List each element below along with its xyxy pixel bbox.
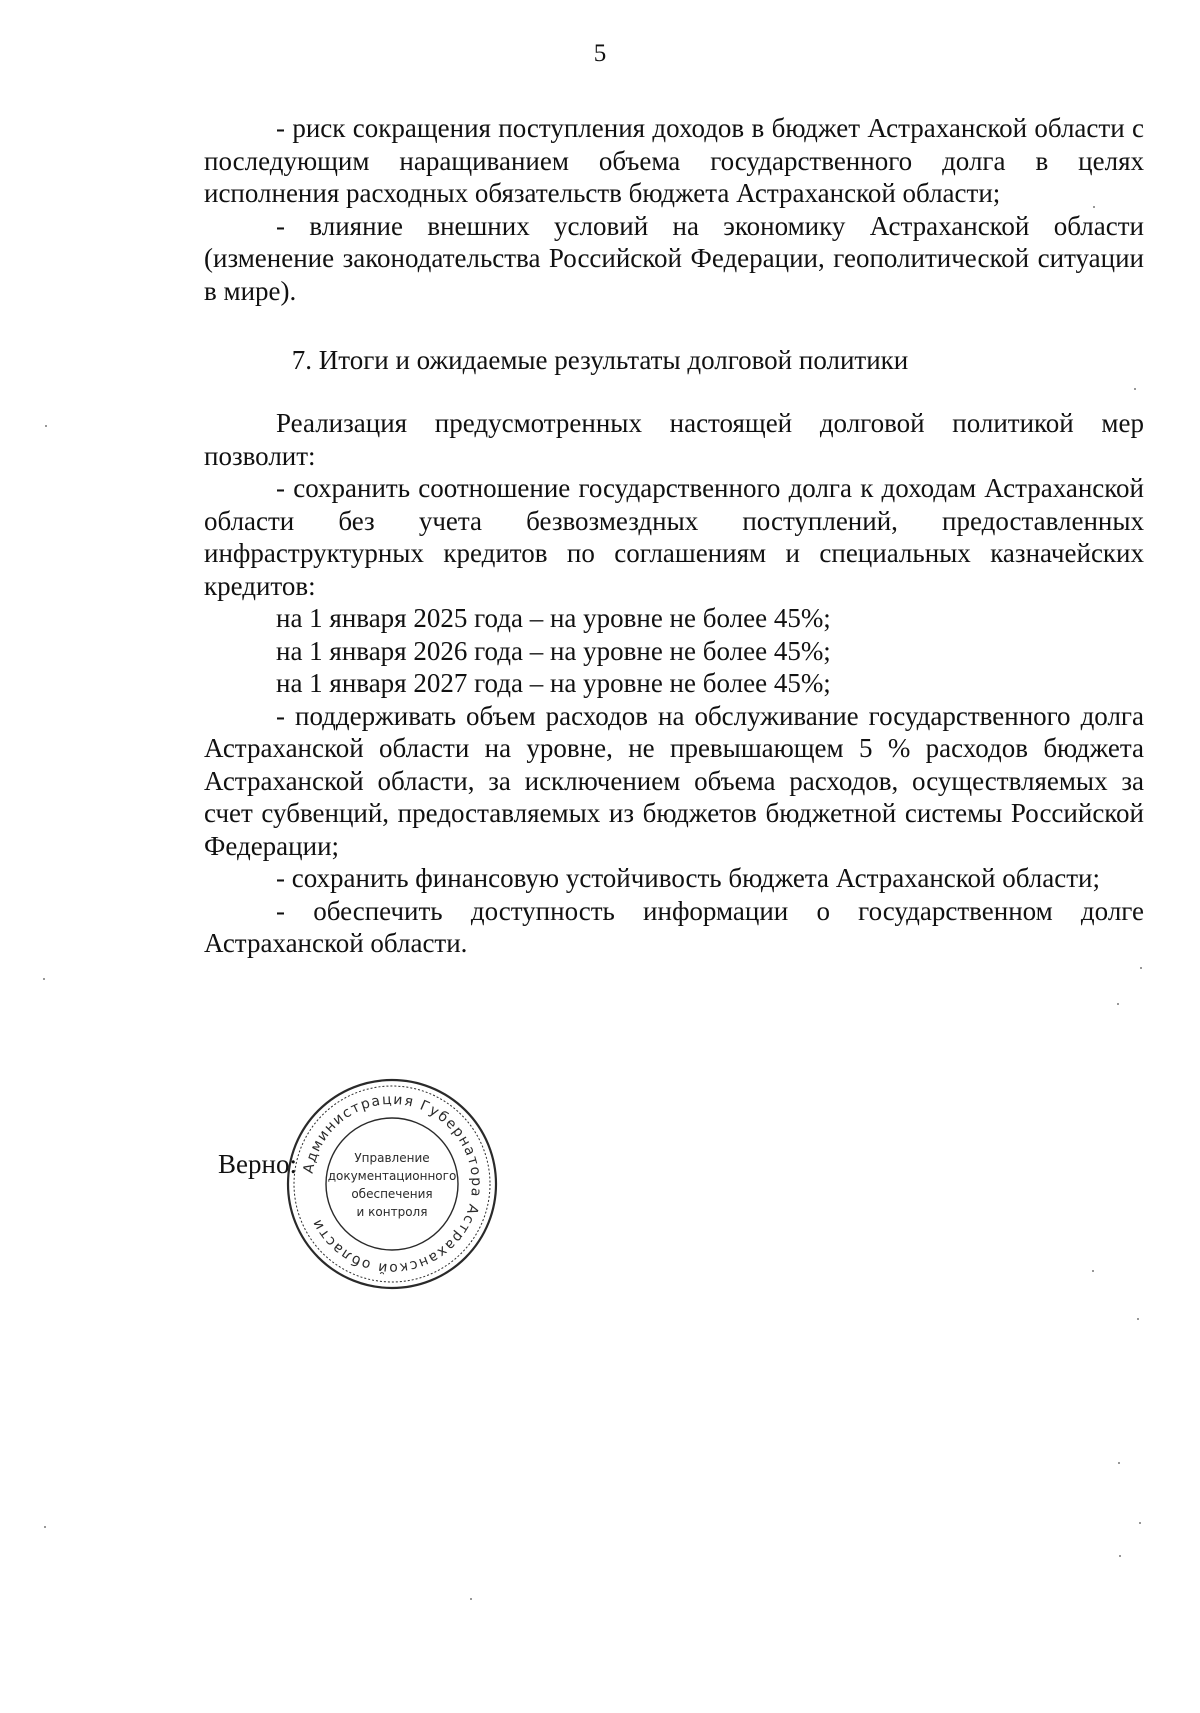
scan-speck (43, 978, 45, 980)
servicing-costs-item: - поддерживать объем расходов на обслуживание государственного долга Астраханской области на уровне, не превышающем 5 % расходов бюджета Астраханской области, за исключением объема расходов, осуществляемых за счет субвенций, предоставляемых из бюджетов бюджетной системы Российской Федерации; (204, 700, 1144, 861)
stamp-center-line-4: и контроля (356, 1205, 428, 1219)
stamp-center-line-2: документационного (327, 1169, 457, 1183)
scan-speck (1092, 1270, 1094, 1272)
stamp-dotted-ring (294, 1086, 490, 1282)
date-line-2025: на 1 января 2025 года – на уровне не более 45%; (276, 603, 831, 633)
scan-speck (1117, 1003, 1119, 1005)
scan-speck (1139, 1522, 1141, 1524)
stability-item: - сохранить финансовую устойчивость бюджета Астраханской области; (276, 863, 1100, 893)
risk-list (204, 112, 1144, 307)
section-heading: 7. Итоги и ожидаемые результаты долговой политики (291, 345, 909, 375)
page-number: 5 (593, 40, 607, 67)
signature-label: Верно: (218, 1149, 297, 1179)
transparency-item: - обеспечить доступность информации о государственном долге Астраханской области. (204, 895, 1144, 958)
scan-speck (1093, 206, 1095, 208)
risk-item-revenue: - риск сокращения поступления доходов в бюджет Астраханской области с последующим наращиванием объема государственного долга в целях исполнения расходных обязательств бюджета Астраханской области; (204, 113, 1144, 208)
date-line-2026: на 1 января 2026 года – на уровне не более 45%; (276, 635, 831, 666)
scan-speck (1118, 1462, 1120, 1464)
scan-speck (470, 1598, 472, 1600)
debt-ratio-item: - сохранить соотношение государственного долга к доходам Астраханской области без учета безвозмездных поступлений, предоставленных инфраструктурных кредитов по соглашениям и специальных казначейских кредитов: (204, 473, 1144, 601)
scan-speck (1134, 388, 1136, 390)
stamp-center-line-1: Управление (354, 1151, 430, 1165)
scan-speck (1140, 967, 1142, 969)
intro-paragraph: Реализация предусмотренных настоящей долговой политикой мер позволит: (204, 408, 1144, 471)
date-line-2027: на 1 января 2027 года – на уровне не более 45%; (276, 668, 831, 698)
scan-speck (44, 1526, 46, 1528)
stamp-outer-ring (288, 1080, 496, 1288)
scan-speck (45, 425, 47, 427)
official-stamp (282, 1074, 502, 1294)
scan-speck (1119, 1555, 1121, 1557)
scan-speck (1137, 1318, 1139, 1320)
stamp-ring-text: Администрация Губернатора Астраханской области (300, 1091, 485, 1277)
stamp-inner-ring (326, 1118, 458, 1250)
results-section (204, 407, 1144, 960)
stamp-center-line-3: обеспечения (351, 1187, 433, 1201)
risk-item-external: - влияние внешних условий на экономику Астраханской области (изменение законодательства Российской Федерации, геополитической ситуации в мире). (204, 210, 1144, 306)
